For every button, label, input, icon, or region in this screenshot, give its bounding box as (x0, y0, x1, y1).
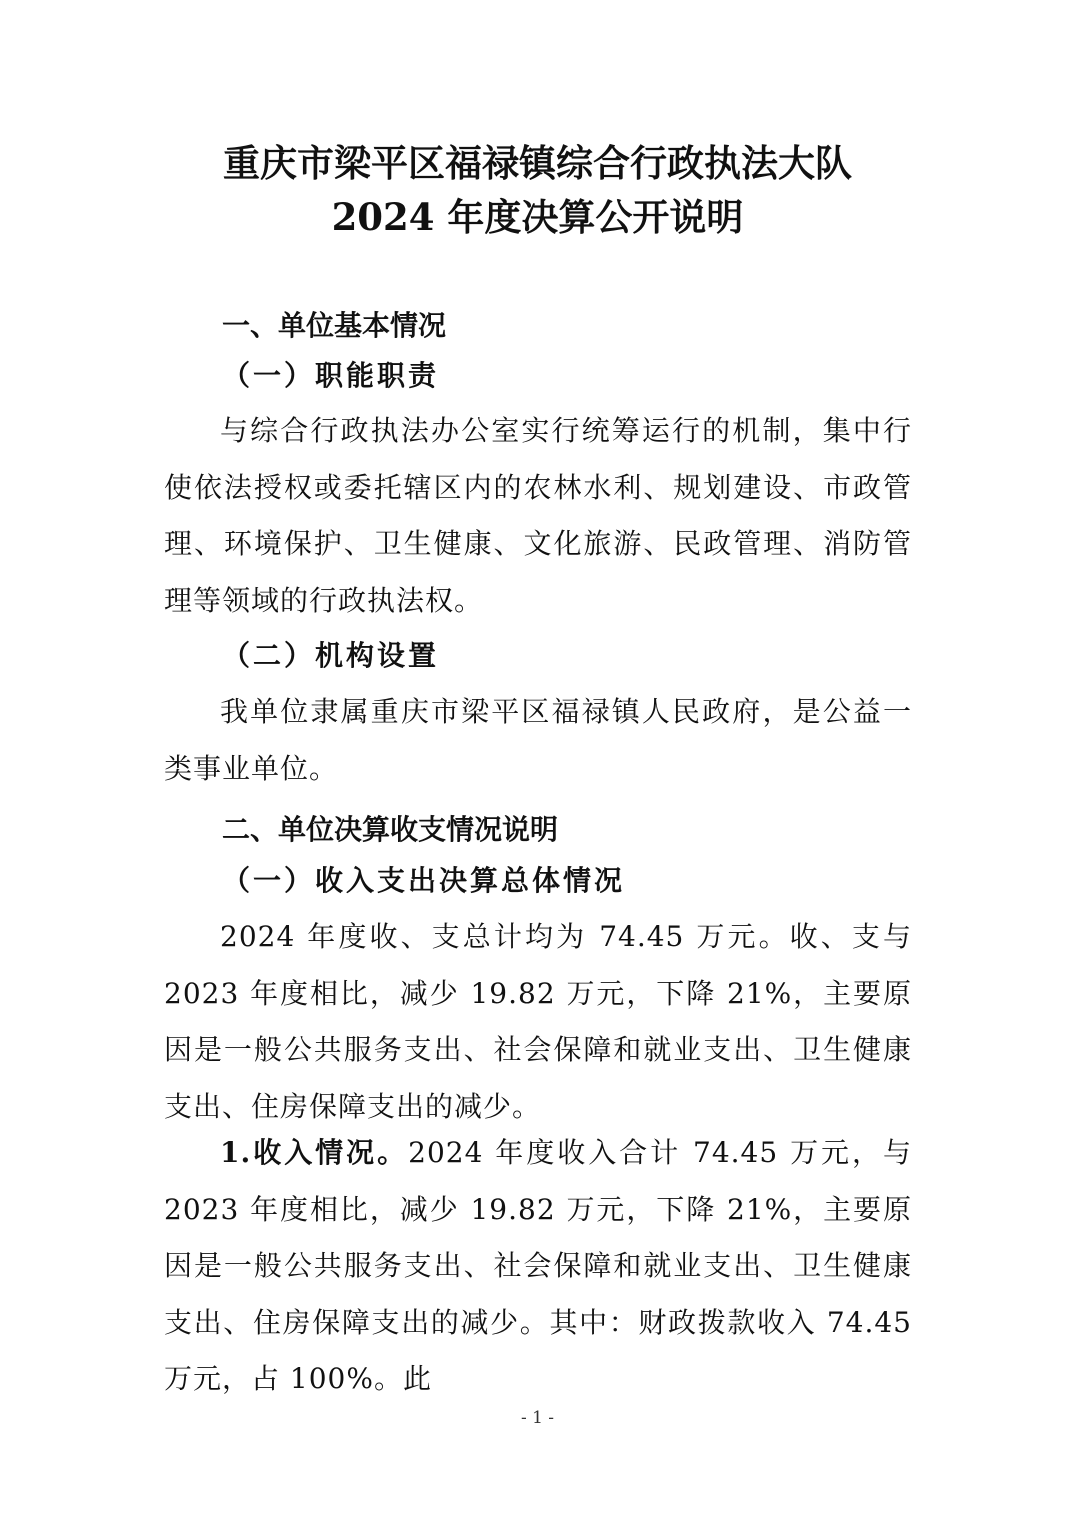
section-heading-basic-info: 一、单位基本情况 (222, 309, 447, 342)
paragraph-structure: 我单位隶属重庆市梁平区福禄镇人民政府，是公益一类事业单位。 (164, 695, 912, 785)
subsection-heading-structure: （二）机构设置 (222, 639, 440, 672)
section-heading-budget: 二、单位决算收支情况说明 (222, 813, 559, 846)
document-title-line-2: 2024 年度决算公开说明 (331, 195, 744, 239)
subsection-heading-duties: （一）职能职责 (222, 359, 440, 392)
income-item-label: 1.收入情况。 (220, 1136, 409, 1169)
paragraph-duties: 与综合行政执法办公室实行统筹运行的机制，集中行使依法授权或委托辖区内的农林水利、规划建设、市政管理、环境保护、卫生健康、文化旅游、民政管理、消防管理等领域的行政执法权。 (164, 414, 912, 617)
paragraph-income (164, 1125, 912, 1408)
subsection-heading-overall: （一）收入支出决算总体情况 (222, 864, 626, 897)
page-number: - 1 - (520, 1408, 555, 1428)
income-item-text: 2024 年度收入合计 74.45 万元，与 2023 年度相比，减少 19.82 万元，下降 21%，主要原因是一般公共服务支出、社会保障和就业支出、卫生健康支出、住房保障支出的减少。其中：财政拨款收入 74.45 万元，占 100%。此 (164, 1136, 913, 1395)
document-title-line-1: 重庆市梁平区福禄镇综合行政执法大队 (223, 141, 852, 185)
paragraph-overall: 2024 年度收、支总计均为 74.45 万元。收、支与 2023 年度相比，减少 19.82 万元，下降 21%，主要原因是一般公共服务支出、社会保障和就业支出、卫生健康支出、住房保障支出的减少。 (164, 920, 912, 1123)
